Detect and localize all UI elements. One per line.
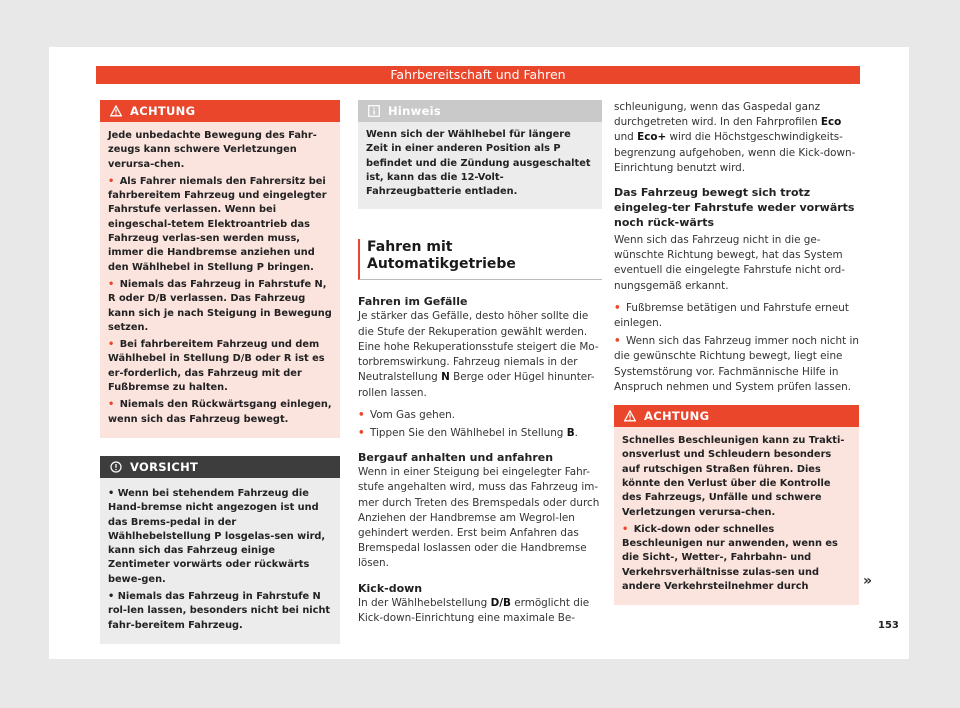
column-middle: [358, 100, 602, 626]
bullet-icon: •: [622, 523, 629, 535]
bullet-icon: •: [614, 301, 621, 314]
list-item: • Vom Gas gehen.: [358, 408, 456, 421]
bullet-icon: •: [108, 339, 115, 351]
section-title: Fahren mit Automatikgetriebe: [358, 239, 602, 280]
list-item: • Kick-down oder schnelles Beschleunigen nur anwenden, wenn es die Sicht-, Wetter-, Fahrbahn- und Verkehrsverhältnisse zulas-sen und andere Verkehrsteilnehmer durch: [622, 523, 838, 593]
list-item: • Als Fahrer niemals den Fahrersitz bei fahrbereitem Fahrzeug und eingelegter Fahrstufe verlassen. Wenn bei eingeschal-tetem Elektroantrieb das Fahrzeug verlas-sen werden muss, immer die Handbremse anziehen und den Wählhebel in Stellung P bringen.: [108, 175, 327, 273]
subheading: Bergauf anhalten und anfahren: [358, 451, 554, 465]
warning-triangle-icon: [110, 105, 122, 117]
warning-box: [614, 405, 859, 605]
paragraph: Wenn in einer Steigung bei eingelegter Fahr-stufe angehalten wird, muss das Fahrzeug im-mer durch Treten des Bremspedals oder durch Anziehen der Handbremse am Wegrol-len gehindert werden. Erst beim Anfahren das Bremspedal loslassen oder die Handbremse lösen.: [358, 466, 600, 570]
subheading: Fahren im Gefälle: [358, 295, 468, 309]
note-box: [358, 100, 602, 209]
bullet-icon: •: [108, 487, 115, 499]
bullet-icon: •: [108, 175, 115, 187]
list-item: • Wenn sich das Fahrzeug immer noch nicht in die gewünschte Richtung bewegt, liegt eine Systemstörung vor. Fachmännische Hilfe in Anspruch nehmen und System prüfen lassen.: [614, 335, 859, 393]
continue-mark: »: [863, 573, 873, 589]
list-item: • Wenn bei stehendem Fahrzeug die Hand-bremse nicht angezogen ist und das Brems-pedal in der Wählhebelstellung P losgelas-sen wird, kann sich das Fahrzeug einige Zentimeter vorwärts oder rückwärts bewe-gen.: [108, 487, 326, 585]
paragraph: In der Wählhebelstellung D/B ermöglicht die Kick-down-Einrichtung eine maximale Be-: [358, 596, 590, 624]
page-header: Fahrbereitschaft und Fahren: [96, 66, 860, 84]
column-right: [614, 100, 859, 605]
bullet-icon: •: [108, 399, 115, 411]
info-icon: [368, 105, 380, 117]
list-item: • Tippen Sie den Wählhebel in Stellung B.: [358, 426, 578, 439]
bullet-icon: •: [108, 278, 115, 290]
caution-box: [100, 456, 340, 644]
subheading: Das Fahrzeug bewegt sich trotz eingeleg-ter Fahrstufe weder vorwärts noch rück-wärts: [614, 186, 855, 230]
caution-circle-icon: [110, 461, 122, 473]
note-label: Hinweis: [388, 104, 442, 118]
warning-intro: Jede unbedachte Bewegung des Fahr-zeugs kann schwere Verletzungen verursa-chen.: [108, 130, 317, 170]
paragraph: schleunigung, wenn das Gaspedal ganz durchgetreten wird. In den Fahrprofilen Eco und Eco+ wird die Höchstgeschwindigkeits-begrenzung aufgehoben, wenn die Kick-down-Einrichtung benutzt wird.: [614, 101, 856, 174]
bullet-icon: •: [614, 335, 621, 348]
paragraph: Je stärker das Gefälle, desto höher sollte die die Stufe der Rekuperation gewählt werden. Eine hohe Rekuperationsstufe steigert die Mo-torbremswirkung. Fahrzeug niemals in der Neutralstellung N Berge oder Hügel hinunter-rollen lassen.: [358, 310, 599, 399]
bullet-icon: •: [108, 591, 115, 603]
bullet-icon: •: [358, 426, 365, 439]
column-left: [100, 100, 340, 644]
page-number: 153: [878, 620, 899, 631]
list-item: • Fußbremse betätigen und Fahrstufe erneut einlegen.: [614, 301, 849, 330]
note-text: Wenn sich der Wählhebel für längere Zeit in einer anderen Position als P befindet und die Zündung ausgeschaltet ist, kann das die 12-Volt-Fahrzeugbatterie entladen.: [366, 129, 591, 198]
warning-label: ACHTUNG: [644, 409, 710, 424]
paragraph: Wenn sich das Fahrzeug nicht in die ge-wünschte Richtung bewegt, hat das System eventuell die eingelegte Fahrstufe nicht ord-nungsgemäß erkannt.: [614, 234, 845, 292]
subheading: Kick-down: [358, 581, 423, 595]
list-item: • Bei fahrbereitem Fahrzeug und dem Wählhebel in Stellung D/B oder R ist es er-forderlich, das Fahrzeug mit der Fußbremse zu halten.: [108, 339, 325, 394]
caution-label: VORSICHT: [130, 459, 199, 474]
list-item: • Niemals den Rückwärtsgang einlegen, wenn sich das Fahrzeug bewegt.: [108, 399, 332, 425]
warning-box: [100, 100, 340, 438]
bullet-icon: •: [358, 408, 365, 421]
warning-intro: Schnelles Beschleunigen kann zu Trakti-onsverlust und Schleudern besonders auf rutschigen Straßen führen. Dies könnte den Verlust über die Kontrolle des Fahrzeugs, Unfälle und schwere Verletzungen verursa-chen.: [622, 435, 845, 518]
warning-triangle-icon: [624, 410, 636, 422]
list-item: • Niemals das Fahrzeug in Fahrstufe N, R oder D/B verlassen. Das Fahrzeug kann sich je nach Steigung in Bewegung setzen.: [108, 278, 332, 333]
warning-label: ACHTUNG: [130, 104, 196, 118]
list-item: • Niemals das Fahrzeug in Fahrstufe N rol-len lassen, besonders nicht bei nicht fahr-bereitem Fahrzeug.: [108, 591, 331, 631]
